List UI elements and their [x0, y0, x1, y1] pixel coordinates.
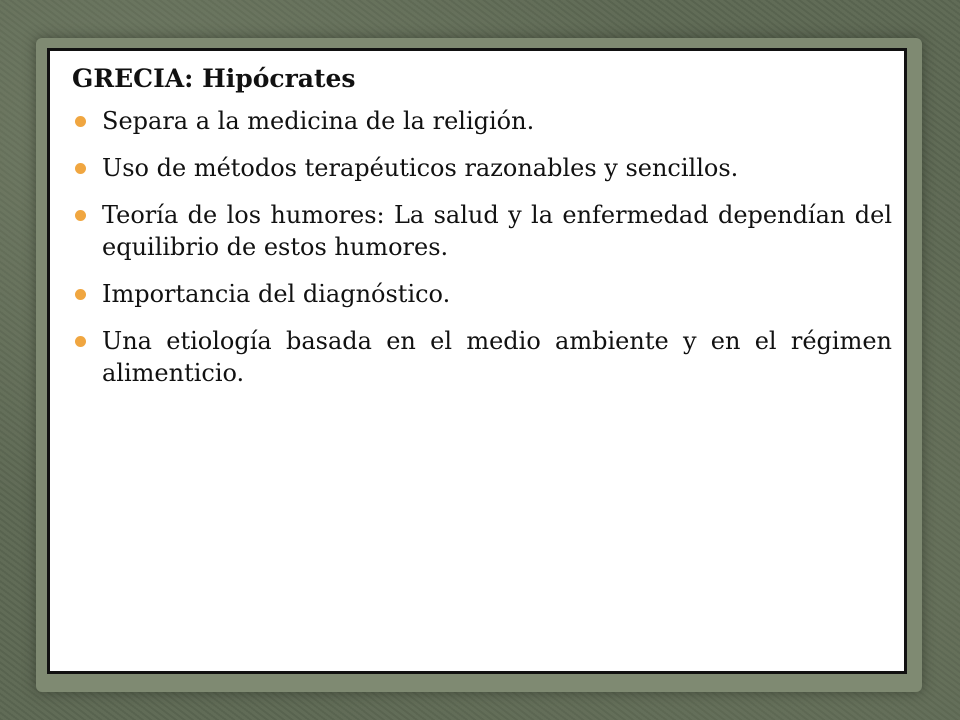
- bullet-item: [62, 278, 892, 310]
- bullet-dot-icon: [75, 210, 86, 221]
- bullet-item: [62, 105, 892, 137]
- bullet-item: [62, 325, 892, 389]
- bullet-dot-icon: [75, 163, 86, 174]
- slide-title: GRECIA: Hipócrates: [72, 64, 356, 93]
- bullet-text: Teoría de los humores: La salud y la enfermedad dependían del equilibrio de estos humores.: [102, 201, 892, 261]
- bullet-text: Importancia del diagnóstico.: [102, 280, 451, 308]
- bullet-text: Una etiología basada en el medio ambiente y en el régimen alimenticio.: [102, 327, 892, 387]
- bullet-item: [62, 152, 892, 184]
- bullet-item: [62, 199, 892, 263]
- bullet-dot-icon: [75, 116, 86, 127]
- bullet-text: Uso de métodos terapéuticos razonables y sencillos.: [102, 154, 739, 182]
- bullet-list: [62, 105, 892, 389]
- bullet-dot-icon: [75, 289, 86, 300]
- content-box: [47, 48, 907, 674]
- bullet-text: Separa a la medicina de la religión.: [102, 107, 535, 135]
- bullet-dot-icon: [75, 336, 86, 347]
